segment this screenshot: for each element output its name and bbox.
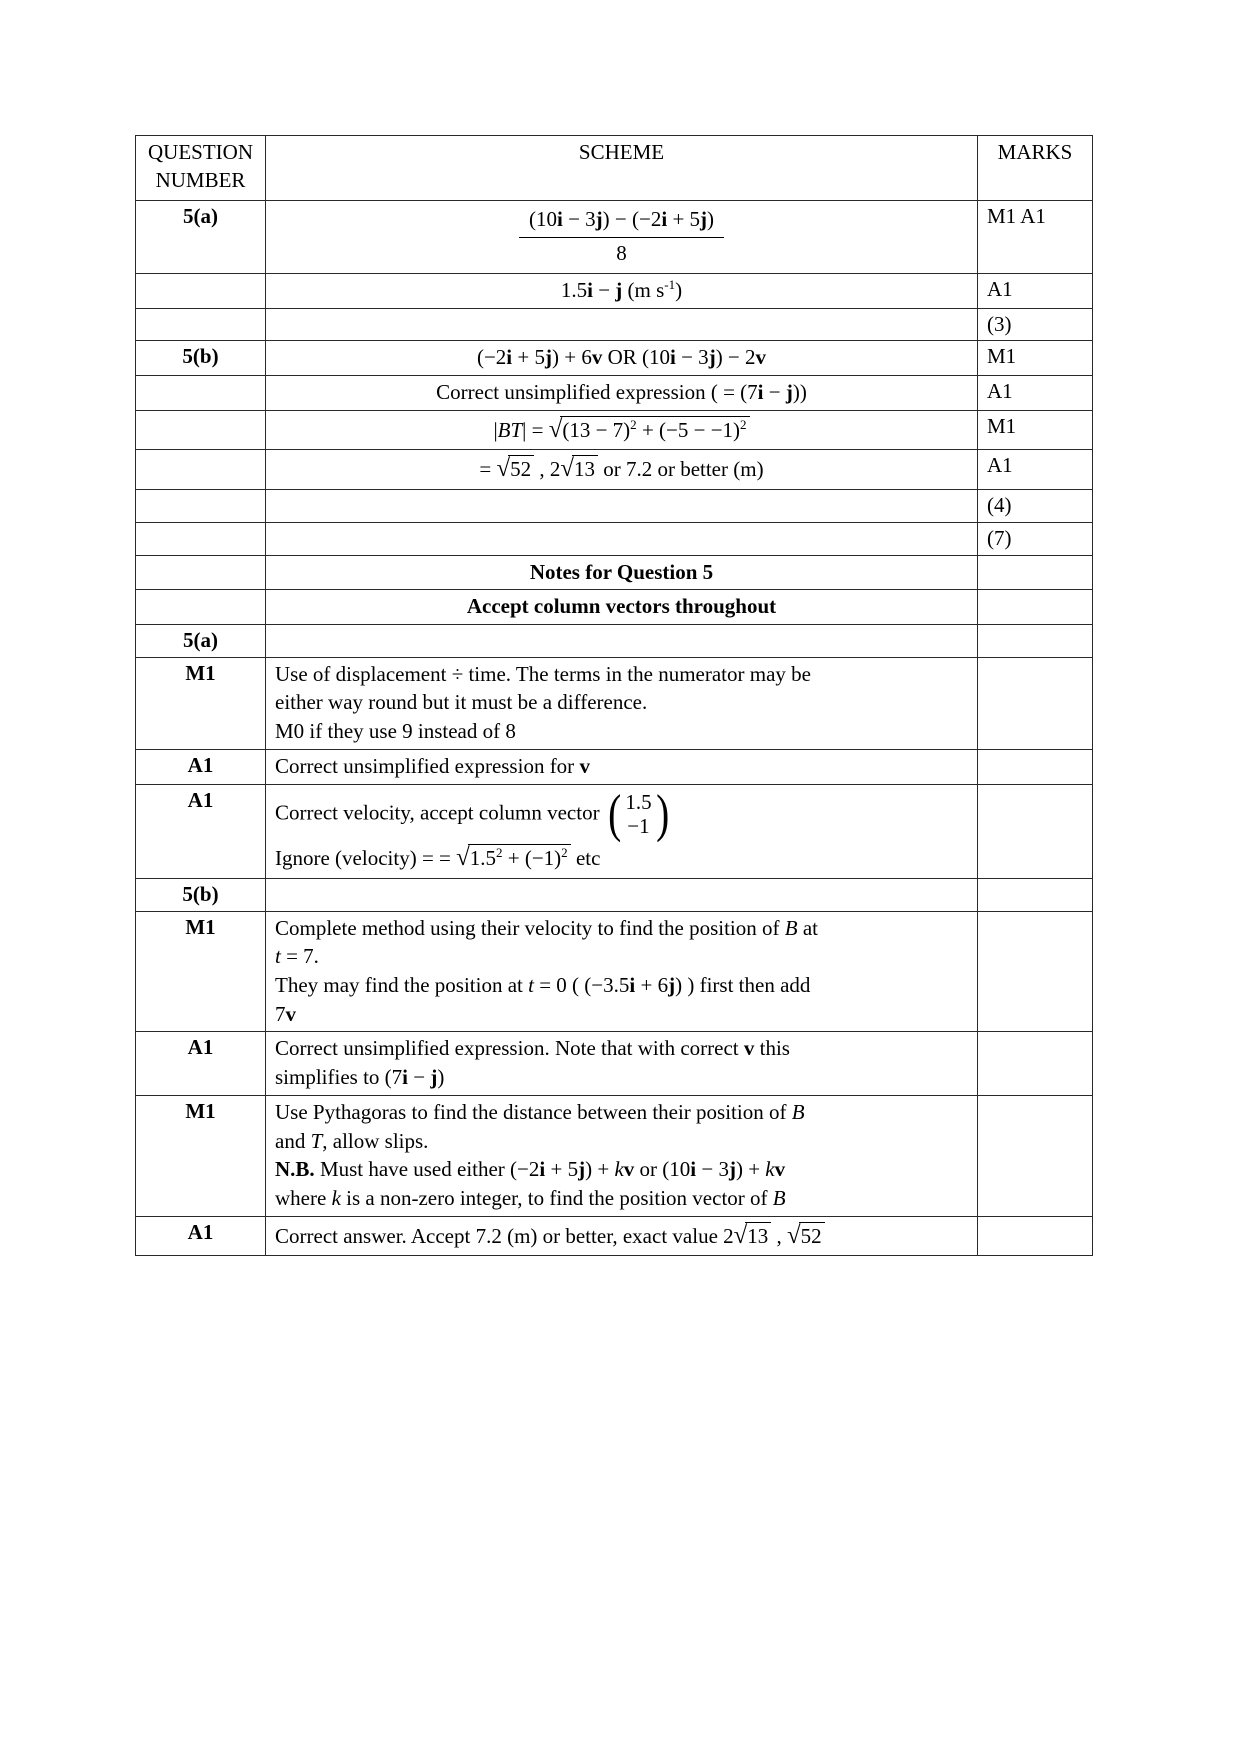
scheme-line: Use Pythagoras to find the distance between their position of B <box>275 1099 805 1124</box>
scheme-line: where k is a non-zero integer, to find the position vector of B <box>275 1186 786 1211</box>
scheme-line: and T, allow slips. <box>275 1128 429 1153</box>
square-root: √13 <box>560 453 598 486</box>
scheme-line: t = 7. <box>275 944 319 969</box>
scheme-cell <box>266 273 978 308</box>
question-number-cell: M1 <box>136 911 266 1032</box>
table-row <box>136 625 1093 658</box>
marks-cell: (4) <box>978 490 1093 523</box>
scheme-line: Ignore (velocity) = = $√1.5^2 + (-1)^2$ etc <box>275 842 968 875</box>
table-row <box>136 450 1093 490</box>
square-root: √52 <box>497 453 535 486</box>
table-row <box>136 911 1093 1032</box>
question-number-cell: A1 <box>136 1032 266 1095</box>
scheme-line: either way round but it must be a difference. <box>275 690 648 715</box>
scheme-cell <box>266 784 978 878</box>
table-row <box>136 522 1093 555</box>
question-number-cell: A1 <box>136 1216 266 1256</box>
scheme-line: Accept column vectors throughout <box>466 594 777 619</box>
scheme-line: = √52 , 2√13 or 7.2 or better (m) <box>275 453 968 486</box>
marks-cell <box>978 749 1093 784</box>
marks-cell <box>978 878 1093 911</box>
question-number-cell <box>136 555 266 590</box>
question-number-cell: M1 <box>136 657 266 749</box>
marks-cell <box>978 555 1093 590</box>
column-header-marks: MARKS <box>978 136 1093 201</box>
scheme-cell <box>266 555 978 590</box>
question-number-cell <box>136 450 266 490</box>
scheme-cell <box>266 878 978 911</box>
table-row <box>136 590 1093 625</box>
marks-cell <box>978 625 1093 658</box>
question-number-cell: 5(b) <box>136 878 266 911</box>
marks-cell: M1 <box>978 410 1093 450</box>
table-row <box>136 376 1093 411</box>
question-number-cell: 5(b) <box>136 341 266 376</box>
marks-cell: A1 <box>978 450 1093 490</box>
question-number-cell: A1 <box>136 749 266 784</box>
scheme-line: $|BT| = √(13 - 7)^2 + (-5 - -1)^2$ <box>275 414 968 447</box>
column-header-scheme: SCHEME <box>266 136 978 201</box>
table-row <box>136 878 1093 911</box>
marks-cell <box>978 784 1093 878</box>
scheme-line: Correct unsimplified expression ( = (7i − j)) <box>436 380 807 405</box>
scheme-line: 7v <box>275 1001 296 1026</box>
question-number-cell: 5(a) <box>136 201 266 273</box>
scheme-cell <box>266 1095 978 1216</box>
table-row <box>136 1032 1093 1095</box>
table-row <box>136 1216 1093 1256</box>
square-root: $√(13 - 7)^2 + (-5 - -1)^2$ <box>549 414 750 447</box>
scheme-line: 1.5i − j (m $s^{-1}$) <box>560 276 683 302</box>
table-row <box>136 749 1093 784</box>
header-row <box>136 136 1093 201</box>
square-root: √13 <box>734 1220 772 1253</box>
question-number-cell: M1 <box>136 1095 266 1216</box>
square-root: √52 <box>787 1220 825 1253</box>
table-row <box>136 341 1093 376</box>
table-row <box>136 784 1093 878</box>
scheme-line: Complete method using their velocity to find the position of B at <box>275 915 818 940</box>
question-number-cell <box>136 273 266 308</box>
marks-cell <box>978 911 1093 1032</box>
scheme-line: Notes for Question 5 <box>529 559 714 584</box>
mark-scheme-table <box>135 135 1093 1256</box>
marks-cell: A1 <box>978 273 1093 308</box>
table-row <box>136 555 1093 590</box>
scheme-line: Use of displacement ÷ time. The terms in the numerator may be <box>275 661 811 686</box>
scheme-cell <box>266 657 978 749</box>
table-row <box>136 410 1093 450</box>
scheme-line <box>275 204 968 269</box>
table-body <box>136 201 1093 1256</box>
question-number-cell <box>136 590 266 625</box>
scheme-cell <box>266 522 978 555</box>
marks-cell <box>978 657 1093 749</box>
marks-cell <box>978 1216 1093 1256</box>
document-page <box>135 135 1093 1256</box>
scheme-line: Correct unsimplified expression for v <box>275 753 590 778</box>
marks-cell: M1 A1 <box>978 201 1093 273</box>
scheme-line: They may find the position at t = 0 ( (−3.5i + 6j) ) first then add <box>275 973 811 998</box>
question-number-cell <box>136 308 266 341</box>
scheme-cell <box>266 625 978 658</box>
square-root: $√1.5^2 + (-1)^2$ <box>456 842 571 875</box>
scheme-cell <box>266 341 978 376</box>
scheme-line: Correct answer. Accept 7.2 (m) or better, exact value 2√13 , √52 <box>275 1220 968 1253</box>
marks-cell <box>978 1032 1093 1095</box>
scheme-cell <box>266 308 978 341</box>
scheme-line: M0 if they use 9 instead of 8 <box>275 719 516 744</box>
scheme-line: (−2i + 5j) + 6v OR (10i − 3j) − 2v <box>476 345 767 370</box>
table-row <box>136 273 1093 308</box>
scheme-line: simplifies to (7i − j) <box>275 1065 445 1090</box>
scheme-cell <box>266 410 978 450</box>
question-number-cell <box>136 522 266 555</box>
table-row <box>136 657 1093 749</box>
scheme-line: Correct unsimplified expression. Note that with correct v this <box>275 1036 790 1061</box>
question-number-cell <box>136 410 266 450</box>
scheme-cell <box>266 911 978 1032</box>
table-row <box>136 308 1093 341</box>
marks-cell: M1 <box>978 341 1093 376</box>
scheme-cell <box>266 376 978 411</box>
scheme-cell <box>266 1216 978 1256</box>
column-header-question-number: QUESTION NUMBER <box>136 136 266 201</box>
question-number-cell <box>136 490 266 523</box>
marks-cell: (7) <box>978 522 1093 555</box>
table-row <box>136 490 1093 523</box>
scheme-cell <box>266 590 978 625</box>
scheme-line: Correct velocity, accept column vector ( 1.5 −1 ) <box>275 788 968 842</box>
scheme-cell <box>266 201 978 273</box>
table-row <box>136 201 1093 273</box>
marks-cell <box>978 590 1093 625</box>
marks-cell: (3) <box>978 308 1093 341</box>
scheme-cell <box>266 450 978 490</box>
table-row <box>136 1095 1093 1216</box>
scheme-cell <box>266 749 978 784</box>
marks-cell <box>978 1095 1093 1216</box>
scheme-line: N.B. Must have used either (−2i + 5j) + kv or (10i − 3j) + kv <box>275 1157 786 1182</box>
marks-cell: A1 <box>978 376 1093 411</box>
scheme-cell <box>266 490 978 523</box>
scheme-cell <box>266 1032 978 1095</box>
question-number-cell: 5(a) <box>136 625 266 658</box>
fraction: $\frac{(10i - 3j) - (-2i + 5j)}{8}$ <box>519 204 724 269</box>
question-number-cell: A1 <box>136 784 266 878</box>
column-vector: ( 1.5 −1 ) <box>608 785 669 844</box>
question-number-cell <box>136 376 266 411</box>
